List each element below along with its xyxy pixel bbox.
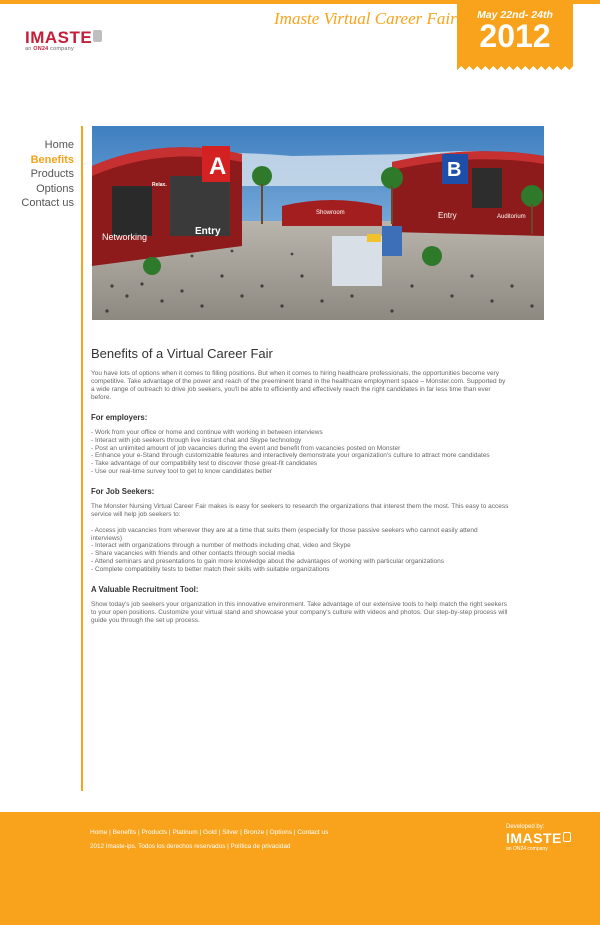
- footer-link-silver[interactable]: Silver: [222, 829, 239, 836]
- list-item: - Attend seminars and presentations to gain more knowledge about the advantages of working with particular organizations: [91, 557, 445, 565]
- intro-paragraph: You have lots of options when it comes to filling positions. But when it comes to hiring healthcare professionals, the opportunities become very competitive. Take advantage of the power and reach of the preeminent brand in the healthcare employment space – Monster.com. Supported by a wide range of outreach to drive job seekers, you'll be able to efficiently and effectively reach the right candidates in far less time than ever before.: [91, 370, 506, 401]
- main-nav: [0, 138, 74, 211]
- footer: [0, 812, 600, 925]
- developer-logo-badge-icon: [563, 832, 571, 842]
- footer-link-platinum[interactable]: Platinum: [172, 829, 198, 836]
- developer-tagline: an ON24 company: [506, 846, 548, 852]
- sign-b: B: [447, 159, 462, 181]
- logo-wordmark: IMASTE: [25, 28, 93, 47]
- nav-options[interactable]: Options: [36, 182, 74, 195]
- main-content: [91, 346, 509, 625]
- ribbon-zigzag-edge: [457, 66, 573, 71]
- logo-tagline: an ON24 company: [25, 46, 74, 52]
- seekers-heading: For Job Seekers:: [91, 486, 155, 496]
- developed-by-label: Developed by:: [506, 824, 545, 830]
- footer-links: Home | Benefits | Products | Platinum | Gold | Silver | Bronze | Options | Contact us: [90, 829, 329, 836]
- hero-image: [92, 126, 544, 320]
- sign-a: A: [209, 153, 227, 180]
- list-item: - Post an unlimited amount of job vacancies during the event and benefit from vacancies posted on Monster: [91, 444, 401, 452]
- developer-logo: IMASTE: [506, 830, 562, 846]
- list-item: - Interact with job seekers through live instant chat and Skype technology: [91, 436, 302, 444]
- copyright-text: 2012 Imaste-ips. Todos los derechos reservados | Política de privacidad: [90, 843, 291, 850]
- footer-link-bronze[interactable]: Bronze: [243, 829, 265, 836]
- list-item: - Work from your office or home and continue with working in between interviews: [91, 429, 323, 436]
- footer-link-home[interactable]: Home: [90, 829, 108, 836]
- nav-divider: [81, 126, 83, 791]
- list-item: - Interact with organizations through a number of methods including chat, video and Skype: [91, 542, 351, 550]
- nav-contact-us[interactable]: Contact us: [21, 197, 74, 209]
- footer-link-products[interactable]: Products: [141, 829, 168, 836]
- label-entry-a: Entry: [195, 226, 221, 237]
- list-item: - Enhance your e-Stand through customizable features and interactively demonstrate your organization's culture to attract more candidates: [91, 452, 490, 460]
- nav-benefits[interactable]: Benefits: [30, 153, 74, 166]
- imaste-logo[interactable]: [25, 28, 102, 52]
- nav-products[interactable]: Products: [30, 168, 74, 180]
- tool-paragraph: Show today's job seekers your organization in this innovative environment. Take advantage of our extensive tools to help match the right seekers to your open positions. Customize your virtual stand and showcase your company's culture with videos and photos. Our step-by-step process will guide you through the set up process.: [91, 600, 508, 624]
- seekers-list: [91, 527, 509, 574]
- event-dates: May 22nd- 24th: [477, 9, 553, 21]
- employers-list: [91, 429, 509, 476]
- label-entry-b: Entry: [438, 211, 457, 220]
- logo-badge-icon: [93, 30, 102, 42]
- virtual-fair-illustration: [92, 126, 544, 320]
- page-title: Benefits of a Virtual Career Fair: [91, 346, 273, 361]
- employers-heading: For employers:: [91, 413, 148, 422]
- date-ribbon: [457, 0, 573, 66]
- seekers-intro: The Monster Nursing Virtual Career Fair makes is easy for seekers to research the organizations that interest them the most. This easy to access service will help job seekers to:: [91, 502, 509, 518]
- nav-home[interactable]: Home: [44, 139, 74, 151]
- event-year: 2012: [479, 18, 551, 54]
- footer-link-contact-us[interactable]: Contact us: [297, 829, 329, 836]
- label-relax: Relax.: [152, 182, 167, 188]
- footer-link-options[interactable]: Options: [269, 829, 292, 836]
- label-networking: Networking: [102, 232, 148, 242]
- list-item: - Use our real-time survey tool to get to know candidates better: [91, 467, 273, 475]
- label-auditorium: Auditorium: [497, 214, 526, 220]
- label-showroom: Showroom: [316, 210, 345, 216]
- tool-heading: A Valuable Recruitment Tool:: [91, 584, 199, 594]
- site-title: Imaste Virtual Career Fair: [274, 9, 457, 28]
- developer-credit[interactable]: [506, 824, 586, 852]
- footer-link-gold[interactable]: Gold: [203, 829, 217, 836]
- list-item: - Take advantage of our compatibility test to discover those great-fit candidates: [91, 460, 318, 468]
- list-item: - Access job vacancies from wherever they are at a time that suits them (especially for those passive seekers who cannot easily attend interviews): [91, 526, 478, 542]
- list-item: - Share vacancies with friends and other contacts through social media: [91, 550, 295, 558]
- list-item: - Complete compatibility tests to better match their skills with suitable organizations: [91, 565, 330, 573]
- footer-link-benefits[interactable]: Benefits: [112, 829, 137, 836]
